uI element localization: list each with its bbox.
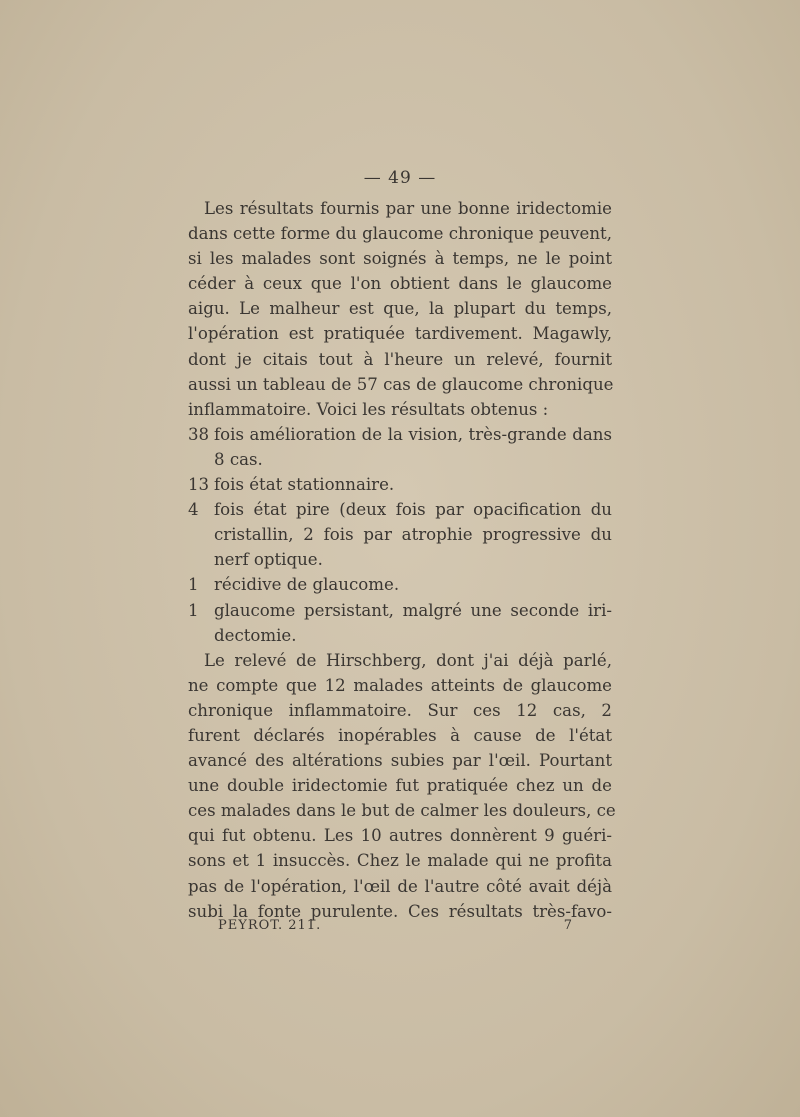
item-text: nerf optique. [214,550,323,570]
item-number: 1 [188,575,199,595]
item-text: fois amélioration de la vision, très-grande dans [214,424,612,444]
item-text: 8 cas. [214,449,263,469]
text-line: sons et 1 insuccès. Chez le malade qui ne profita [188,851,612,871]
list-item [188,422,612,472]
paragraph-1 [188,196,612,422]
item-text: récidive de glaucome. [214,575,400,595]
list-item [188,472,612,497]
body-text [188,196,616,924]
sheet-number: 7 [563,918,573,933]
list-item [188,598,612,648]
text-line: inflammatoire. Voici les résultats obtenus : [188,399,549,419]
item-text: cristallin, 2 fois par atrophie progressive du [214,525,612,545]
text-line: dans cette forme du glaucome chronique peuvent, [188,224,612,244]
item-number: 38 [188,424,210,444]
text-line: chronique inflammatoire. Sur ces 12 cas, 2 [188,700,612,720]
paragraph-2 [188,648,616,924]
text-line: ne compte que 12 malades atteints de glaucome [188,675,612,695]
list-item [188,572,612,597]
text-line: une double iridectomie fut pratiquée chez un de [188,776,612,796]
list-item [188,497,612,572]
results-list [188,422,612,648]
item-number: 1 [188,600,199,620]
text-line: avancé des altérations subies par l'œil. Pourtant [188,751,612,771]
text-line: si les malades sont soignés à temps, ne le point [188,249,612,269]
text-line: aussi un tableau de 57 cas de glaucome chronique [188,374,614,394]
text-line: subi la fonte purulente. Ces résultats très-favo- [188,901,612,921]
page-footer [218,918,573,933]
text-line: ces malades dans le but de calmer les douleurs, ce [188,801,616,821]
text-line: aigu. Le malheur est que, la plupart du temps, [188,299,612,319]
text-line: furent déclarés inopérables à cause de l'état [188,725,612,745]
item-text: fois état stationnaire. [214,475,395,495]
page-number: — 49 — [363,168,437,188]
text-line: Les résultats fournis par une bonne iridectomie [204,199,612,218]
text-line: dont je citais tout à l'heure un relevé, fournit [188,349,612,369]
text-line: qui fut obtenu. Les 10 autres donnèrent 9 guéri- [188,826,612,846]
item-text: dectomie. [214,625,297,645]
item-number: 13 [188,475,210,495]
item-text: fois état pire (deux fois par opacification du [214,500,612,520]
text-line: l'opération est pratiquée tardivement. Magawly, [188,324,612,344]
text-line: céder à ceux que l'on obtient dans le glaucome [188,274,612,294]
text-line: pas de l'opération, l'œil de l'autre côté avait déjà [188,876,612,896]
item-number: 4 [188,500,199,520]
text-line: Le relevé de Hirschberg, dont j'ai déjà parlé, [204,650,612,670]
printer-signature: PEYROT. 211. [218,918,322,933]
item-text: glaucome persistant, malgré une seconde iri- [214,600,612,620]
